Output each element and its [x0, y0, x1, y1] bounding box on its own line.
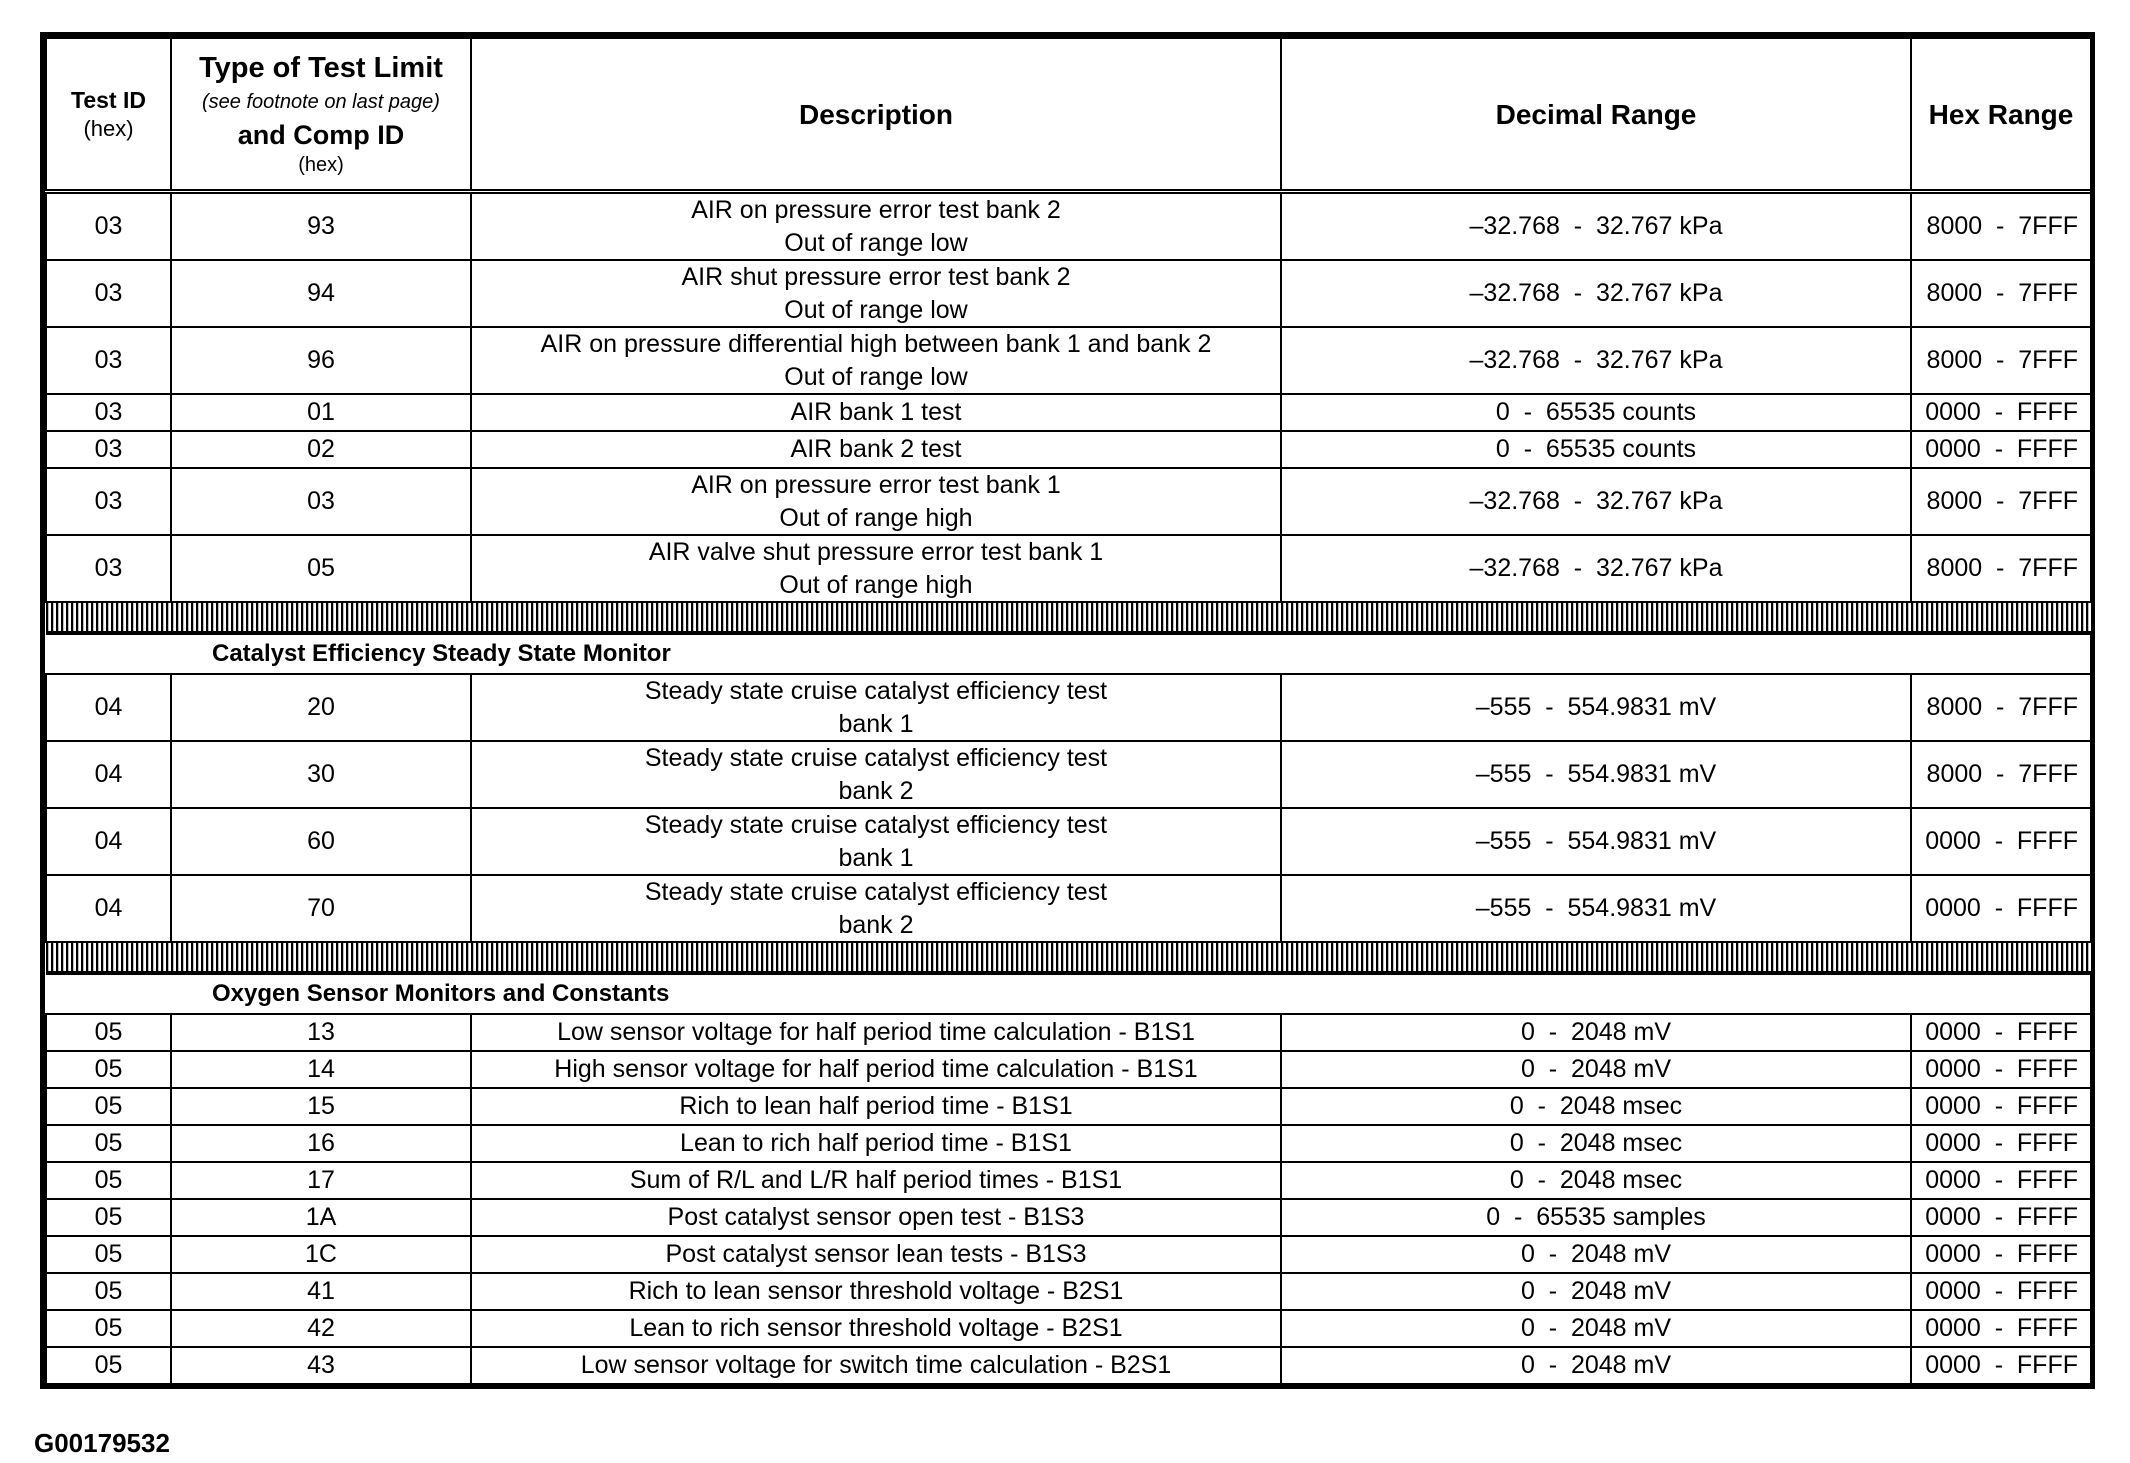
hex-range-cell: 0000 - FFFF — [1911, 1273, 2091, 1310]
comp-id-cell: 13 — [171, 1014, 471, 1051]
hex-range-cell: 0000 - FFFF — [1911, 1199, 2091, 1236]
test-limit-table — [40, 32, 2095, 1389]
hex-range-cell: 0000 - FFFF — [1911, 1051, 2091, 1088]
comp-id-cell: 70 — [171, 875, 471, 942]
table-row — [46, 1310, 2091, 1347]
hex-range-cell: 8000 - 7FFF — [1911, 260, 2091, 327]
header-comp-unit: (hex) — [298, 154, 344, 176]
hex-range-cell: 0000 - FFFF — [1911, 1014, 2091, 1051]
table-row — [46, 192, 2091, 261]
test-id-cell: 05 — [46, 1125, 171, 1162]
description-line: Steady state cruise catalyst efficiency test — [644, 878, 1108, 906]
header-test-id-label: Test ID — [71, 86, 146, 113]
description-line: Rich to lean sensor threshold voltage - B2S1 — [628, 1277, 1124, 1306]
description-cell — [471, 431, 1281, 468]
description-line: Out of range low — [784, 228, 968, 257]
hex-range-cell: 8000 - 7FFF — [1911, 741, 2091, 808]
header-description-label: Description — [798, 98, 954, 130]
test-id-cell: 03 — [46, 394, 171, 431]
hex-range-cell: 0000 - FFFF — [1911, 1162, 2091, 1199]
hex-range-cell: 0000 - FFFF — [1911, 1236, 2091, 1273]
decimal-range-cell: –32.768 - 32.767 kPa — [1281, 192, 1911, 261]
description-line: Out of range low — [784, 295, 968, 324]
description-line: Steady state cruise catalyst efficiency test — [644, 677, 1108, 705]
header-type-note: (see footnote on last page) — [202, 91, 440, 114]
test-id-cell: 05 — [46, 1273, 171, 1310]
hex-range-cell: 0000 - FFFF — [1911, 808, 2091, 875]
table-row — [46, 394, 2091, 431]
description-line: bank 2 — [838, 776, 914, 805]
hex-range-cell: 0000 - FFFF — [1911, 431, 2091, 468]
description-line: High sensor voltage for half period time calculation - B1S1 — [554, 1055, 1198, 1084]
comp-id-cell: 94 — [171, 260, 471, 327]
comp-id-cell: 30 — [171, 741, 471, 808]
decimal-range-cell: –555 - 554.9831 mV — [1281, 741, 1911, 808]
description-cell — [471, 808, 1281, 875]
table-row — [46, 1088, 2091, 1125]
decimal-range-cell: 0 - 2048 msec — [1281, 1088, 1911, 1125]
section-title: Oxygen Sensor Monitors and Constants — [46, 973, 2091, 1014]
comp-id-cell: 05 — [171, 535, 471, 602]
decimal-range-cell: –32.768 - 32.767 kPa — [1281, 468, 1911, 535]
test-id-cell: 05 — [46, 1310, 171, 1347]
description-line: Out of range low — [784, 362, 968, 391]
description-line: AIR shut pressure error test bank 2 — [681, 263, 1071, 291]
header-decimal-range-label: Decimal Range — [1495, 98, 1697, 130]
description-line: Out of range high — [779, 503, 973, 532]
table-row — [46, 875, 2091, 942]
header-type-label: Type of Test Limit — [199, 52, 443, 84]
description-line: AIR on pressure differential high between bank 1 and bank 2 — [540, 330, 1212, 358]
description-cell — [471, 1236, 1281, 1273]
decimal-range-cell: 0 - 2048 msec — [1281, 1125, 1911, 1162]
header-type-comp — [171, 38, 471, 192]
decimal-range-cell: 0 - 2048 mV — [1281, 1273, 1911, 1310]
decimal-range-cell: –555 - 554.9831 mV — [1281, 808, 1911, 875]
description-line: Steady state cruise catalyst efficiency test — [644, 744, 1108, 772]
table-row — [46, 1014, 2091, 1051]
test-id-cell: 03 — [46, 327, 171, 394]
section-title: Catalyst Efficiency Steady State Monitor — [46, 633, 2091, 674]
table-row — [46, 468, 2091, 535]
description-cell — [471, 535, 1281, 602]
description-cell — [471, 260, 1281, 327]
description-line: Post catalyst sensor open test - B1S3 — [667, 1203, 1085, 1232]
decimal-range-cell: 0 - 2048 msec — [1281, 1162, 1911, 1199]
hex-range-cell: 0000 - FFFF — [1911, 1088, 2091, 1125]
table-row — [46, 260, 2091, 327]
description-line: Low sensor voltage for switch time calculation - B2S1 — [580, 1351, 1172, 1380]
header-test-id — [46, 38, 171, 192]
test-id-cell: 05 — [46, 1088, 171, 1125]
description-cell — [471, 327, 1281, 394]
header-comp-label: and Comp ID — [237, 120, 405, 151]
decimal-range-cell: –555 - 554.9831 mV — [1281, 674, 1911, 741]
table-row — [46, 1051, 2091, 1088]
hex-range-cell: 0000 - FFFF — [1911, 1347, 2091, 1384]
description-cell — [471, 1088, 1281, 1125]
comp-id-cell: 03 — [171, 468, 471, 535]
table-row — [46, 1199, 2091, 1236]
decimal-range-cell: –32.768 - 32.767 kPa — [1281, 260, 1911, 327]
description-line: AIR valve shut pressure error test bank 1 — [648, 538, 1104, 566]
decimal-range-cell: 0 - 2048 mV — [1281, 1236, 1911, 1273]
decimal-range-cell: 0 - 65535 counts — [1281, 394, 1911, 431]
header-description — [471, 38, 1281, 192]
test-id-cell: 05 — [46, 1014, 171, 1051]
description-cell — [471, 468, 1281, 535]
test-id-cell: 04 — [46, 808, 171, 875]
description-line: AIR bank 2 test — [790, 435, 962, 464]
description-cell — [471, 1310, 1281, 1347]
hex-range-cell: 0000 - FFFF — [1911, 875, 2091, 942]
description-line: Rich to lean half period time - B1S1 — [679, 1092, 1073, 1121]
table-row — [46, 674, 2091, 741]
description-cell — [471, 674, 1281, 741]
decimal-range-cell: 0 - 65535 counts — [1281, 431, 1911, 468]
test-id-cell: 04 — [46, 875, 171, 942]
comp-id-cell: 01 — [171, 394, 471, 431]
decimal-range-cell: –32.768 - 32.767 kPa — [1281, 327, 1911, 394]
description-cell — [471, 192, 1281, 261]
test-id-cell: 03 — [46, 192, 171, 261]
decimal-range-cell: 0 - 65535 samples — [1281, 1199, 1911, 1236]
comp-id-cell: 15 — [171, 1088, 471, 1125]
description-cell — [471, 1162, 1281, 1199]
header-hex-range-label: Hex Range — [1928, 98, 2074, 130]
description-line: Steady state cruise catalyst efficiency test — [644, 811, 1108, 839]
test-id-cell: 03 — [46, 431, 171, 468]
comp-id-cell: 96 — [171, 327, 471, 394]
comp-id-cell: 20 — [171, 674, 471, 741]
section-header-row — [46, 633, 2091, 674]
table-row — [46, 1347, 2091, 1384]
section-header-row — [46, 973, 2091, 1014]
decimal-range-cell: 0 - 2048 mV — [1281, 1347, 1911, 1384]
hatched-band — [46, 942, 2091, 973]
description-line: bank 2 — [838, 910, 914, 939]
decimal-range-cell: –555 - 554.9831 mV — [1281, 875, 1911, 942]
test-id-cell: 05 — [46, 1162, 171, 1199]
description-cell — [471, 1199, 1281, 1236]
decimal-range-cell: 0 - 2048 mV — [1281, 1014, 1911, 1051]
header-row — [46, 38, 2091, 192]
comp-id-cell: 93 — [171, 192, 471, 261]
description-line: AIR on pressure error test bank 1 — [691, 471, 1061, 499]
description-cell — [471, 1273, 1281, 1310]
description-line: bank 1 — [838, 709, 914, 738]
description-line: Post catalyst sensor lean tests - B1S3 — [665, 1240, 1087, 1269]
hex-range-cell: 0000 - FFFF — [1911, 394, 2091, 431]
description-line: AIR bank 1 test — [790, 398, 962, 427]
section-divider — [46, 942, 2091, 973]
hex-range-cell: 0000 - FFFF — [1911, 1125, 2091, 1162]
comp-id-cell: 14 — [171, 1051, 471, 1088]
description-line: Lean to rich sensor threshold voltage - B2S1 — [629, 1314, 1123, 1343]
table-row — [46, 1125, 2091, 1162]
comp-id-cell: 1C — [171, 1236, 471, 1273]
header-hex-range — [1911, 38, 2091, 192]
description-cell — [471, 1014, 1281, 1051]
description-cell — [471, 875, 1281, 942]
test-id-cell: 04 — [46, 741, 171, 808]
description-cell — [471, 394, 1281, 431]
description-line: Low sensor voltage for half period time calculation - B1S1 — [557, 1018, 1195, 1047]
description-line: Sum of R/L and L/R half period times - B1S1 — [629, 1166, 1123, 1195]
comp-id-cell: 41 — [171, 1273, 471, 1310]
table-row — [46, 535, 2091, 602]
figure-reference: G00179532 — [34, 1428, 170, 1458]
table-row — [46, 741, 2091, 808]
hex-range-cell: 8000 - 7FFF — [1911, 192, 2091, 261]
test-id-cell: 03 — [46, 260, 171, 327]
test-id-cell: 03 — [46, 468, 171, 535]
comp-id-cell: 16 — [171, 1125, 471, 1162]
test-id-cell: 05 — [46, 1199, 171, 1236]
comp-id-cell: 1A — [171, 1199, 471, 1236]
comp-id-cell: 02 — [171, 431, 471, 468]
table-row — [46, 431, 2091, 468]
comp-id-cell: 43 — [171, 1347, 471, 1384]
description-cell — [471, 741, 1281, 808]
description-line: Lean to rich half period time - B1S1 — [680, 1129, 1072, 1158]
hex-range-cell: 8000 - 7FFF — [1911, 674, 2091, 741]
table-row — [46, 808, 2091, 875]
description-line: Out of range high — [779, 570, 973, 599]
test-id-cell: 03 — [46, 535, 171, 602]
test-id-cell: 05 — [46, 1347, 171, 1384]
description-cell — [471, 1347, 1281, 1384]
description-cell — [471, 1051, 1281, 1088]
hex-range-cell: 0000 - FFFF — [1911, 1310, 2091, 1347]
header-decimal-range — [1281, 38, 1911, 192]
test-id-cell: 05 — [46, 1236, 171, 1273]
hex-range-cell: 8000 - 7FFF — [1911, 468, 2091, 535]
table-row — [46, 1273, 2091, 1310]
decimal-range-cell: 0 - 2048 mV — [1281, 1310, 1911, 1347]
table-row — [46, 1162, 2091, 1199]
table-row — [46, 1236, 2091, 1273]
test-id-cell: 04 — [46, 674, 171, 741]
test-id-cell: 05 — [46, 1051, 171, 1088]
decimal-range-cell: –32.768 - 32.767 kPa — [1281, 535, 1911, 602]
description-line: bank 1 — [838, 843, 914, 872]
table-row — [46, 327, 2091, 394]
comp-id-cell: 42 — [171, 1310, 471, 1347]
decimal-range-cell: 0 - 2048 mV — [1281, 1051, 1911, 1088]
section-divider — [46, 602, 2091, 633]
hex-range-cell: 8000 - 7FFF — [1911, 327, 2091, 394]
description-cell — [471, 1125, 1281, 1162]
header-test-id-unit: (hex) — [83, 115, 134, 141]
comp-id-cell: 60 — [171, 808, 471, 875]
hex-range-cell: 8000 - 7FFF — [1911, 535, 2091, 602]
description-line: AIR on pressure error test bank 2 — [691, 196, 1061, 224]
hatched-band — [46, 602, 2091, 633]
comp-id-cell: 17 — [171, 1162, 471, 1199]
